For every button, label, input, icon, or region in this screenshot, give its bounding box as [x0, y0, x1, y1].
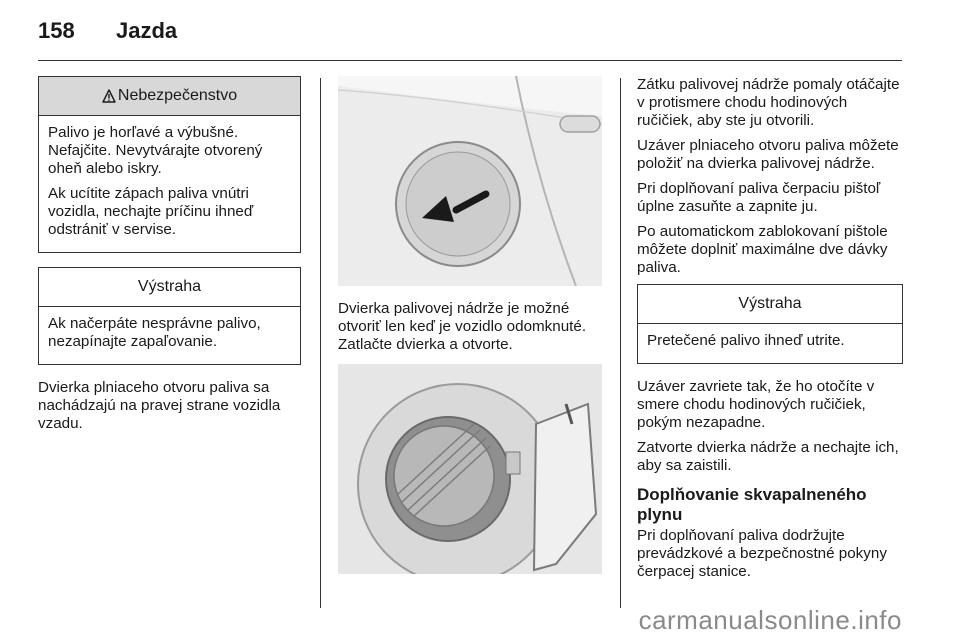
fuel-door-closed-illustration	[338, 76, 602, 286]
door-close-text: Zatvorte dvierka nádrže a nechajte ich, aby sa zaistili.	[637, 439, 899, 474]
warning-title-2: Výstraha	[738, 295, 802, 312]
danger-title: Nebezpečenstvo	[117, 87, 238, 104]
column-3	[637, 76, 903, 588]
fuel-cap-open-illustration	[338, 364, 602, 574]
danger-box-header	[39, 77, 300, 116]
fuel-door-location-text: Dvierka plniaceho otvoru paliva sa nachádzajú na pravej strane vozidla vzadu.	[38, 379, 281, 432]
fuel-door-caption: Dvierka palivovej nádrže je možné otvoriť len keď je vozidlo odomknuté. Zatlačte dvierka a otvorte.	[338, 300, 587, 353]
danger-body	[39, 116, 300, 252]
warning-box-2-header	[638, 285, 902, 324]
danger-text-2: Ak ucítite zápach paliva vnútri vozidla, nechajte príčinu ihneď odstrániť v servise.	[48, 185, 254, 238]
cap-place-text: Uzáver plniaceho otvoru paliva môžete položiť na dvierka palivovej nádrže.	[637, 137, 899, 172]
page-header	[38, 18, 177, 44]
lpg-text: Pri doplňovaní paliva dodržujte prevádzkové a bezpečnostné pokyny čerpacej stanice.	[637, 527, 887, 580]
nozzle-insert-text: Pri doplňovaní paliva čerpaciu pištoľ úplne zasuňte a zapnite ju.	[637, 180, 881, 215]
watermark: carmanualsonline.info	[638, 605, 902, 635]
chapter-title: Jazda	[116, 18, 178, 43]
danger-text-1: Palivo je horľavé a výbušné. Nefajčite. Nevytvárajte otvorený oheň alebo iskry.	[48, 124, 263, 177]
column-divider-1	[320, 78, 321, 608]
column-divider-2	[620, 78, 621, 608]
warning-text-2: Pretečené palivo ihneď utrite.	[647, 332, 845, 349]
cap-close-text: Uzáver zavriete tak, že ho otočíte v smere chodu hodinových ručičiek, pokým nezapadne.	[637, 378, 875, 431]
warning-triangle-icon	[102, 89, 116, 103]
column-1	[38, 76, 301, 440]
column-2	[338, 76, 604, 574]
warning-box-2	[637, 284, 903, 364]
header-rule	[38, 60, 902, 61]
warning-body-1	[39, 307, 300, 364]
warning-box-1	[38, 267, 301, 365]
lpg-subhead: Doplňovanie skvapalneného plynu	[637, 485, 867, 524]
nozzle-autostop-text: Po automatickom zablokovaní pištole môžete doplniť maximálne dve dávky paliva.	[637, 223, 888, 276]
danger-box	[38, 76, 301, 253]
warning-text-1: Ak načerpáte nesprávne palivo, nezapínajte zapaľovanie.	[48, 315, 261, 350]
warning-box-1-header	[39, 268, 300, 307]
warning-title-1: Výstraha	[137, 278, 202, 295]
cap-open-text: Zátku palivovej nádrže pomaly otáčajte v protismere chodu hodinových ručičiek, aby ste ju otvorili.	[637, 76, 900, 129]
page-number: 158	[38, 18, 75, 43]
warning-body-2	[638, 324, 902, 363]
